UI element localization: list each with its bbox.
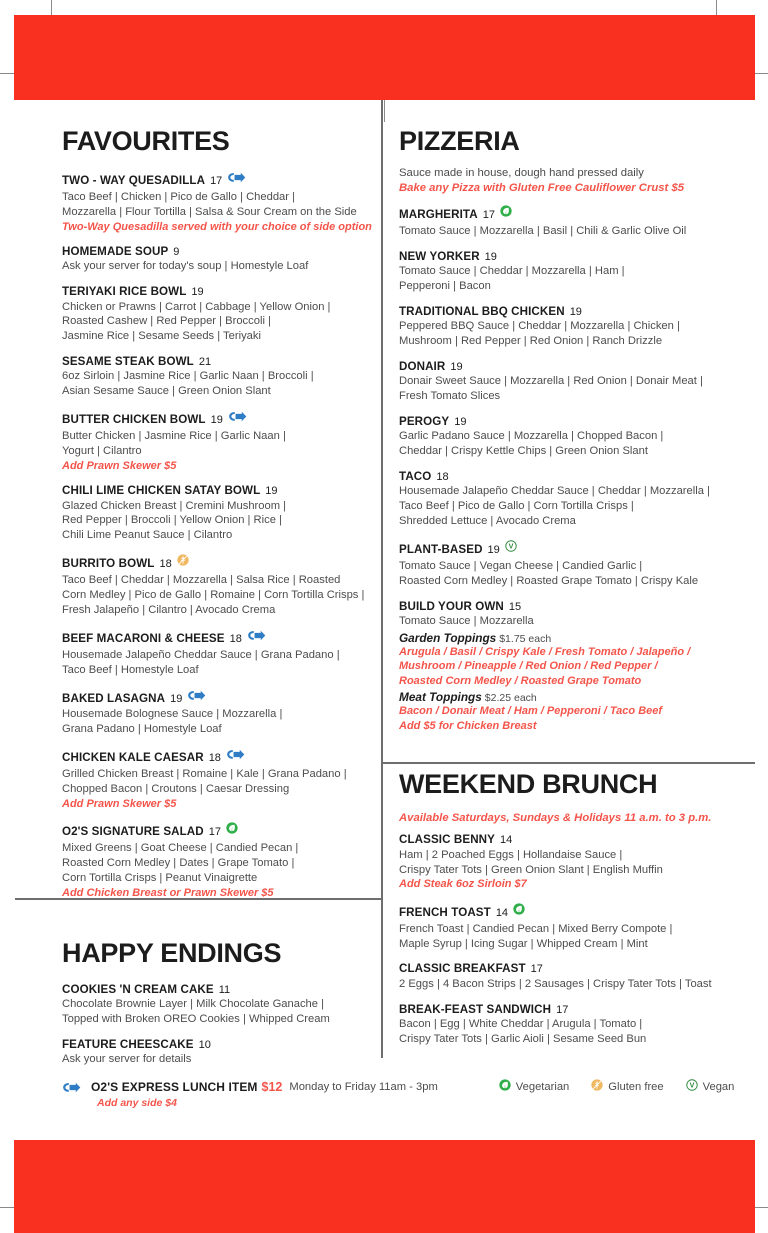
- item-description-line: Roasted Cashew | Red Pepper | Broccoli |: [62, 315, 271, 328]
- brunch-availability-note: Available Saturdays, Sundays & Holidays 11 a.m. to 3 p.m.: [399, 812, 712, 825]
- legend-key-gluten-free: [591, 1078, 663, 1096]
- item-price: 14: [495, 906, 509, 919]
- item-name: CHICKEN KALE CAESAR: [62, 751, 204, 765]
- gluten-free-glyph: [591, 1079, 603, 1091]
- item-description-line: Corn Medley | Pico de Gallo | Romaine | Corn Tortilla Crisps |: [62, 589, 365, 602]
- vegetarian-glyph: [499, 1079, 511, 1091]
- express-lunch-price: $12: [261, 1080, 283, 1094]
- item-description: [399, 922, 741, 952]
- item-name: MARGHERITA: [399, 207, 478, 221]
- item-description-line: Mixed Greens | Goat Cheese | Candied Pecan |: [62, 842, 299, 855]
- left-column: [62, 128, 377, 1067]
- item-description-line: Glazed Chicken Breast | Cremini Mushroom |: [62, 499, 287, 512]
- menu-item[interactable]: [62, 748, 377, 811]
- gluten-free-glyph: [177, 554, 189, 566]
- menu-item[interactable]: [399, 250, 741, 294]
- menu-item[interactable]: [399, 305, 741, 349]
- item-price: 10: [198, 1039, 211, 1052]
- meat-toppings-price: $2.25 each: [484, 692, 537, 705]
- item-header: [62, 629, 377, 647]
- item-price: 15: [508, 600, 522, 613]
- topping-line: Arugula / Basil / Crispy Kale / Fresh Tomato / Jalapeño /: [399, 645, 691, 658]
- item-name: O2'S SIGNATURE SALAD: [62, 825, 204, 839]
- item-price: 18: [208, 752, 221, 765]
- item-description: [62, 259, 377, 274]
- item-description-line: Ham | 2 Poached Eggs | Hollandaise Sauce |: [399, 848, 623, 861]
- item-price: 19: [265, 485, 278, 498]
- legend-label-vegan: Vegan: [702, 1081, 735, 1093]
- section-pizzeria: [399, 128, 741, 733]
- express-arrow-icon: [228, 409, 247, 427]
- item-header: [62, 983, 377, 996]
- item-price: 19: [454, 415, 467, 428]
- item-price: 19: [191, 286, 204, 299]
- item-description-line: Grilled Chicken Breast | Romaine | Kale | Grana Padano |: [62, 768, 347, 781]
- item-header: [62, 748, 377, 766]
- item-description: [62, 648, 377, 678]
- item-description-line: Mushroom | Red Pepper | Red Onion | Ranch Drizzle: [399, 334, 663, 347]
- express-arrow-icon: [187, 688, 206, 706]
- item-description-line: French Toast | Candied Pecan | Mixed Berry Compote |: [399, 922, 673, 935]
- meat-toppings-list: [399, 704, 741, 719]
- item-description-line: Yogurt | Cilantro: [62, 445, 142, 458]
- item-description-line: Taco Beef | Chicken | Pico de Gallo | Cheddar |: [62, 190, 296, 203]
- item-description: [62, 707, 377, 737]
- item-description-line: Cheddar | Crispy Kettle Chips | Green Onion Slant: [399, 445, 648, 458]
- item-description: [62, 997, 377, 1027]
- item-price: 17: [530, 963, 543, 976]
- legend-label-gluten-free: Gluten free: [608, 1081, 664, 1093]
- item-name: TACO: [399, 469, 432, 483]
- gluten-free-icon: [591, 1078, 603, 1096]
- item-name: TWO - WAY QUESADILLA: [62, 174, 206, 187]
- item-description-line: Housemade Jalapeño Cheddar Sauce | Cheddar | Mozzarella |: [399, 485, 710, 498]
- meat-toppings-heading: [399, 690, 741, 704]
- item-description-line: Crispy Tater Tots | Green Onion Slant | English Muffin: [399, 863, 663, 876]
- item-description-line: Peppered BBQ Sauce | Cheddar | Mozzarella | Chicken |: [399, 320, 680, 333]
- item-description: [399, 559, 741, 589]
- svg-text:V: V: [689, 1080, 695, 1090]
- vegan-glyph: [505, 540, 517, 552]
- vegan-glyph: [686, 1079, 698, 1091]
- item-description: [62, 300, 377, 345]
- item-description-line: Ask your server for details: [62, 1053, 192, 1066]
- item-description: Tomato Sauce | Mozzarella: [399, 614, 534, 627]
- item-header: [62, 554, 377, 572]
- item-header: [399, 833, 741, 846]
- dietary-legend-keys: [499, 1078, 735, 1096]
- item-description-line: Garlic Padano Sauce | Mozzarella | Chopped Bacon |: [399, 430, 664, 443]
- happy-endings-item-list: [62, 983, 377, 1067]
- item-header: [62, 245, 377, 258]
- item-note: Add Steak 6oz Sirloin $7: [399, 878, 527, 891]
- menu-item[interactable]: [62, 1038, 377, 1067]
- item-description: [62, 499, 377, 544]
- item-header: [399, 600, 741, 613]
- section-title-weekend-brunch: WEEKEND BRUNCH: [399, 769, 658, 800]
- svg-text:V: V: [508, 541, 514, 551]
- item-price: 11: [218, 984, 231, 997]
- item-description: [62, 429, 377, 459]
- express-arrow-glyph: [62, 1082, 81, 1093]
- menu-item[interactable]: [62, 629, 377, 678]
- menu-item[interactable]: [399, 415, 741, 459]
- pizzeria-item-list: [399, 205, 741, 589]
- item-description-line: Chocolate Brownie Layer | Milk Chocolate Ganache |: [62, 998, 325, 1011]
- item-header: [62, 822, 377, 840]
- item-header: [399, 415, 741, 428]
- item-name: TRADITIONAL BBQ CHICKEN: [399, 304, 565, 318]
- item-description: [399, 264, 741, 294]
- item-description: [62, 841, 377, 886]
- item-description: [399, 484, 741, 529]
- item-price: 19: [450, 360, 463, 373]
- footer-red-banner: [14, 1140, 755, 1233]
- menu-item[interactable]: [399, 205, 741, 239]
- legend-key-vegan: [686, 1078, 735, 1096]
- item-description-line: Fresh Jalapeño | Cilantro | Avocado Crema: [62, 603, 276, 616]
- item-header: [62, 1038, 377, 1051]
- item-header: [399, 305, 741, 318]
- item-name: BAKED LASAGNA: [62, 691, 166, 705]
- vegetarian-icon: [226, 821, 238, 839]
- item-name: BURRITO BOWL: [62, 557, 155, 571]
- item-description: [62, 767, 377, 797]
- item-header: [399, 360, 741, 373]
- vegetarian-icon: [500, 204, 512, 222]
- item-description-line: Topped with Broken OREO Cookies | Whipped Cream: [62, 1013, 330, 1026]
- menu-item-build-your-own[interactable]: [399, 600, 741, 734]
- item-description: [62, 190, 377, 220]
- item-header: [62, 410, 377, 428]
- item-description: [399, 374, 741, 404]
- item-price: 17: [210, 175, 223, 187]
- item-price: 18: [436, 470, 449, 483]
- topping-line: Bacon / Donair Meat / Ham / Pepperoni / Taco Beef: [399, 705, 663, 718]
- item-description: [399, 1017, 741, 1047]
- menu-item[interactable]: [399, 540, 741, 589]
- item-description-line: Tomato Sauce | Vegan Cheese | Candied Garlic |: [399, 559, 643, 572]
- favourites-item-list: [62, 171, 377, 900]
- item-description-line: Roasted Corn Medley | Roasted Grape Tomato | Crispy Kale: [399, 574, 699, 587]
- topping-line: Mushroom / Pineapple / Red Onion / Red Pepper /: [399, 660, 658, 673]
- pizzeria-note: Sauce made in house, dough hand pressed daily: [399, 167, 644, 179]
- legend-row: [62, 1078, 752, 1096]
- right-column: [399, 128, 741, 1047]
- item-name: BREAK-FEAST SANDWICH: [399, 1002, 552, 1016]
- item-description: [62, 369, 377, 399]
- brunch-item-list: [399, 833, 741, 1046]
- item-price: 19: [210, 414, 223, 427]
- express-arrow-glyph: [226, 749, 245, 760]
- item-description: [62, 1052, 377, 1067]
- item-name: BEEF MACARONI & CHEESE: [62, 631, 225, 645]
- vegetarian-icon: [499, 1078, 511, 1096]
- vegetarian-glyph: [513, 903, 525, 915]
- item-name: TERIYAKI RICE BOWL: [62, 285, 187, 299]
- section-title-pizzeria: PIZZERIA: [399, 126, 520, 156]
- item-description-line: Red Pepper | Broccoli | Yellow Onion | Rice |: [62, 514, 282, 527]
- item-name: CHILI LIME CHICKEN SATAY BOWL: [62, 484, 261, 498]
- item-header: [399, 903, 741, 921]
- item-name: PLANT-BASED: [399, 542, 483, 556]
- menu-item[interactable]: [62, 171, 377, 234]
- section-title-favourites: FAVOURITES: [62, 126, 230, 156]
- item-header: [399, 205, 741, 223]
- vegetarian-icon: [513, 902, 525, 920]
- item-description: [399, 429, 741, 459]
- item-description-line: Tomato Sauce | Mozzarella | Basil | Chili & Garlic Olive Oil: [399, 224, 687, 237]
- item-description-line: Bacon | Egg | White Cheddar | Arugula | Tomato |: [399, 1017, 643, 1030]
- item-price: 19: [484, 250, 497, 263]
- item-description-line: Housemade Bolognese Sauce | Mozzarella |: [62, 708, 283, 721]
- garden-toppings-price: $1.75 each: [499, 632, 552, 645]
- item-note: Two-Way Quesadilla served with your choice of side option: [62, 220, 372, 233]
- item-description-line: Jasmine Rice | Sesame Seeds | Teriyaki: [62, 330, 261, 343]
- item-name: DONAIR: [399, 359, 446, 373]
- item-description-line: Chicken or Prawns | Carrot | Cabbage | Yellow Onion |: [62, 300, 331, 313]
- column-divider: [381, 100, 383, 1058]
- menu-item[interactable]: [62, 554, 377, 618]
- express-arrow-glyph: [247, 630, 266, 641]
- vegetarian-glyph: [226, 822, 238, 834]
- express-arrow-glyph: [228, 411, 247, 422]
- vegan-icon: [505, 539, 517, 557]
- menu-item[interactable]: [62, 484, 377, 543]
- item-description: [62, 573, 377, 618]
- menu-item[interactable]: [399, 470, 741, 529]
- vegetarian-glyph: [500, 205, 512, 217]
- item-header: [62, 171, 377, 189]
- menu-item[interactable]: [62, 983, 377, 1027]
- item-description-line: Chopped Bacon | Croutons | Caesar Dressing: [62, 782, 290, 795]
- legend-label-vegetarian: Vegetarian: [515, 1081, 570, 1093]
- chicken-breast-upcharge: Add $5 for Chicken Breast: [399, 719, 537, 732]
- item-name: NEW YORKER: [399, 249, 480, 263]
- item-description-line: Pepperoni | Bacon: [399, 279, 491, 292]
- item-name: CLASSIC BENNY: [399, 833, 495, 847]
- menu-item[interactable]: [399, 962, 741, 991]
- express-arrow-glyph: [227, 172, 246, 183]
- express-arrow-icon: [227, 170, 246, 188]
- menu-item[interactable]: [62, 822, 377, 900]
- express-lunch-title: O2'S EXPRESS LUNCH ITEM: [91, 1080, 258, 1094]
- item-description-line: Roasted Corn Medley | Dates | Grape Tomato |: [62, 856, 295, 869]
- crop-mark-top-center: [384, 100, 385, 122]
- express-arrow-glyph: [187, 690, 206, 701]
- item-description-line: Ask your server for today's soup | Homestyle Loaf: [62, 260, 309, 273]
- item-header: [399, 250, 741, 263]
- item-name: CLASSIC BREAKFAST: [399, 962, 526, 976]
- item-note: Add Prawn Skewer $5: [62, 459, 177, 472]
- topping-line: Roasted Corn Medley / Roasted Grape Tomato: [399, 674, 642, 687]
- gluten-free-icon: [177, 553, 189, 571]
- item-description-line: Fresh Tomato Slices: [399, 390, 501, 402]
- item-description-line: Corn Tortilla Crisps | Peanut Vinaigrette: [62, 871, 258, 884]
- express-arrow-icon: [247, 628, 266, 646]
- item-note: Add Chicken Breast or Prawn Skewer $5: [62, 886, 274, 899]
- item-description: [399, 224, 741, 239]
- item-price: 18: [159, 558, 172, 571]
- menu-item[interactable]: [62, 285, 377, 344]
- item-name: COOKIES 'N CREAM CAKE: [62, 983, 214, 997]
- section-title-happy-endings: HAPPY ENDINGS: [62, 938, 282, 969]
- menu-item[interactable]: [62, 355, 377, 399]
- item-price: 9: [173, 245, 180, 258]
- item-header: [62, 355, 377, 368]
- section-happy-endings: [62, 940, 377, 1067]
- item-description: [399, 977, 741, 992]
- menu-item[interactable]: [399, 833, 741, 891]
- item-name: PEROGY: [399, 414, 450, 428]
- legend-bar: [62, 1078, 752, 1109]
- item-price: 17: [208, 826, 221, 839]
- item-price: 21: [198, 356, 212, 369]
- item-description-line: Taco Beef | Pico de Gallo | Corn Tortilla Crisps |: [399, 500, 634, 513]
- item-price: 17: [556, 1003, 569, 1016]
- item-header: [399, 1003, 741, 1016]
- item-name: FEATURE CHEESCAKE: [62, 1038, 194, 1052]
- menu-item[interactable]: [399, 1003, 741, 1047]
- item-description: [399, 848, 741, 878]
- item-description-line: 2 Eggs | 4 Bacon Strips | 2 Sausages | Crispy Tater Tots | Toast: [399, 977, 712, 990]
- item-description-line: Tomato Sauce | Cheddar | Mozzarella | Ham |: [399, 264, 625, 277]
- pizzeria-note-red: Bake any Pizza with Gluten Free Cauliflower Crust $5: [399, 181, 685, 194]
- item-price: 19: [170, 692, 183, 705]
- item-description-line: Donair Sweet Sauce | Mozzarella | Red Onion | Donair Meat |: [399, 375, 703, 388]
- item-description: [399, 319, 741, 349]
- item-description-line: Mozzarella | Flour Tortilla | Salsa & Sour Cream on the Side: [62, 205, 357, 218]
- item-description-line: Butter Chicken | Jasmine Rice | Garlic Naan |: [62, 430, 286, 443]
- menu-item[interactable]: [399, 903, 741, 952]
- vegan-icon: [686, 1078, 698, 1096]
- express-arrow-icon: [62, 1082, 91, 1093]
- item-name: FRENCH TOAST: [399, 905, 491, 919]
- item-name: BUTTER CHICKEN BOWL: [62, 413, 206, 427]
- item-description-line: 6oz Sirloin | Jasmine Rice | Garlic Naan | Broccoli |: [62, 370, 314, 383]
- item-price: 17: [482, 208, 495, 221]
- item-header: [62, 484, 377, 497]
- express-lunch-hours: Monday to Friday 11am - 3pm: [289, 1081, 438, 1093]
- item-description-line: Crispy Tater Tots | Garlic Aioli | Sesame Seed Bun: [399, 1032, 647, 1045]
- header-red-banner: [14, 15, 755, 100]
- item-note: Add Prawn Skewer $5: [62, 797, 177, 810]
- garden-toppings-list: [399, 645, 741, 689]
- menu-item[interactable]: [62, 245, 377, 274]
- item-description-line: Asian Sesame Sauce | Green Onion Slant: [62, 385, 271, 398]
- item-description-line: Chili Lime Peanut Sauce | Cilantro: [62, 529, 233, 542]
- item-header: [62, 689, 377, 707]
- item-header: [62, 285, 377, 298]
- garden-toppings-label: Garden Toppings: [399, 630, 497, 645]
- item-price: 18: [229, 632, 242, 645]
- item-name: BUILD YOUR OWN: [399, 599, 504, 613]
- item-header: [399, 470, 741, 483]
- menu-item[interactable]: [62, 410, 377, 473]
- item-description-line: Maple Syrup | Icing Sugar | Whipped Cream | Mint: [399, 937, 648, 950]
- express-arrow-icon: [226, 747, 245, 765]
- item-price: 19: [487, 543, 500, 556]
- item-description-line: Housemade Jalapeño Cheddar Sauce | Grana Padano |: [62, 648, 340, 661]
- section-weekend-brunch: [399, 771, 741, 1046]
- garden-toppings-heading: [399, 631, 741, 645]
- item-description-line: Shredded Lettuce | Avocado Crema: [399, 515, 576, 528]
- express-lunch-side-note: Add any side $4: [97, 1097, 177, 1109]
- item-name: SESAME STEAK BOWL: [62, 355, 194, 369]
- meat-toppings-label: Meat Toppings: [399, 690, 482, 705]
- menu-item[interactable]: [399, 360, 741, 404]
- item-price: 19: [569, 305, 582, 318]
- item-price: 14: [500, 834, 513, 847]
- item-name: HOMEMADE SOUP: [62, 244, 169, 258]
- menu-item[interactable]: [62, 689, 377, 738]
- legend-key-vegetarian: [499, 1078, 570, 1096]
- section-favourites: [62, 128, 377, 900]
- item-description-line: Grana Padano | Homestyle Loaf: [62, 723, 222, 736]
- item-header: [399, 540, 741, 558]
- item-header: [399, 962, 741, 975]
- item-description-line: Taco Beef | Cheddar | Mozzarella | Salsa Rice | Roasted: [62, 574, 341, 587]
- item-description-line: Taco Beef | Homestyle Loaf: [62, 663, 199, 676]
